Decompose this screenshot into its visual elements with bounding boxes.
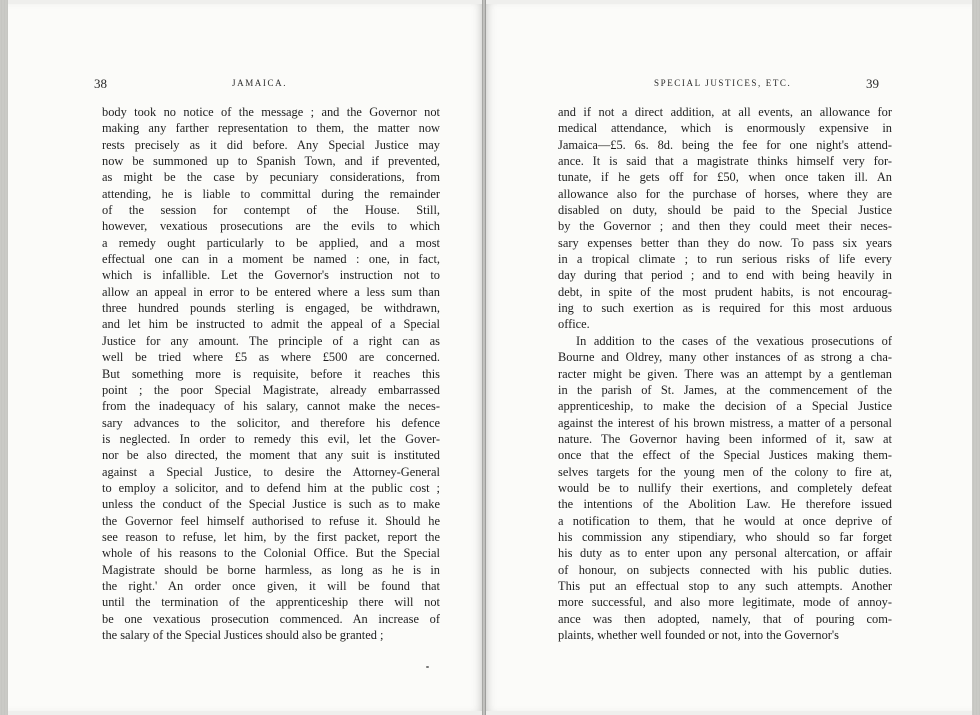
text-line: In addition to the cases of the vexatious prosecutions of xyxy=(576,333,892,348)
text-line: medical attendance, which is enormously expensive in xyxy=(558,121,892,136)
text-line: which is infallible. Let the Governor's instruction not to xyxy=(102,268,440,283)
text-line: of honour, on subjects connected with his public duties. xyxy=(558,562,892,577)
text-line: to employ a solicitor, and to defend him at the public cost ; xyxy=(102,480,440,495)
right-running-title: SPECIAL JUSTICES, ETC. xyxy=(654,78,792,88)
text-line: Bourne and Oldrey, many other instances of as strong a cha- xyxy=(558,350,892,365)
text-line: This put an effectual stop to any such attempts. Another xyxy=(558,578,892,593)
text-line: ing to such exertion as is required for this most arduous xyxy=(558,301,892,316)
text-line: once that the effect of the Special Justices making them- xyxy=(558,448,892,463)
text-line: the intentions of the Abolition Law. He therefore issued xyxy=(558,497,892,512)
text-line: unless the conduct of the Special Justice is such as to make xyxy=(102,497,440,512)
left-page xyxy=(8,4,482,711)
text-line: the salary of the Special Justices should also be granted ; xyxy=(102,628,384,642)
text-line: would be to nullify their exertions, and completely defeat xyxy=(558,480,892,495)
text-line: sary expenses better than they do now. To pass six years xyxy=(558,235,892,250)
left-page-body xyxy=(102,104,440,643)
text-line: making any farther representation to them, the matter now xyxy=(102,121,440,136)
text-line: allowance also for the purchase of horses, where they are xyxy=(558,186,892,201)
text-line: attending, he is liable to committal during the remainder xyxy=(102,186,440,201)
text-line: more successful, and also more legitimate, mode of annoy- xyxy=(558,595,892,610)
text-line: Magistrate should be borne harmless, as long as he is in xyxy=(102,562,440,577)
print-speck xyxy=(426,666,429,668)
text-line: and let him be instructed to admit the appeal of a Special xyxy=(102,317,440,332)
right-page-number: 39 xyxy=(866,76,879,91)
text-line: ance was then adopted, namely, that of pouring com- xyxy=(558,611,892,626)
text-line: a notification to them, that he would at once deprive of xyxy=(558,513,892,528)
text-line: his duty as to enter upon any personal altercation, or affair xyxy=(558,546,892,561)
text-line: however, vexatious prosecutions are the evils to which xyxy=(102,219,440,234)
text-line: of the session for contempt of the House. Still, xyxy=(102,203,440,218)
text-line: racter might be given. There was an attempt by a gentleman xyxy=(558,366,892,381)
left-page-number: 38 xyxy=(94,76,107,91)
text-line: is neglected. In order to remedy this evil, let the Gover- xyxy=(102,431,440,446)
text-line: But something more is requisite, before it reaches this xyxy=(102,366,440,381)
text-line: from the inadequacy of his salary, cannot make the neces- xyxy=(102,399,440,414)
text-line: effectual one can in a moment be named : one, in fact, xyxy=(102,252,440,267)
text-line: in a tropical climate ; to run serious risks of life every xyxy=(558,252,892,267)
text-line: Jamaica—£5. 6s. 8d. being the fee for one night's attend- xyxy=(558,137,892,152)
left-running-title: JAMAICA. xyxy=(232,78,288,88)
right-page-body xyxy=(558,104,892,643)
text-line: apprenticeship, to make the decision of a Special Justice xyxy=(558,399,892,414)
text-line: body took no notice of the message ; and the Governor not xyxy=(102,105,440,119)
text-line: be one vexatious prosecution commenced. An increase of xyxy=(102,611,440,626)
text-line: plaints, whether well founded or not, into the Governor's xyxy=(558,628,839,642)
text-line: nature. The Governor having been informed of it, saw at xyxy=(558,431,892,446)
text-line: see reason to refuse, let him, by the first packet, report the xyxy=(102,529,440,544)
text-line: selves targets for the young men of the colony to fire at, xyxy=(558,464,892,479)
text-line: day during that period ; and to end with being heavily in xyxy=(558,268,892,283)
text-line: debt, in spite of the most prudent habits, is not encourag- xyxy=(558,284,892,299)
text-line: as might be the case by pecuniary considerations, from xyxy=(102,170,440,185)
text-line: nor be also directed, the moment that any suit is instituted xyxy=(102,448,440,463)
text-line: against a Special Justice, to desire the Attorney-General xyxy=(102,464,440,479)
text-line: in the parish of St. James, at the commencement of the xyxy=(558,382,892,397)
text-line: by the Governor ; and then they could meet their neces- xyxy=(558,219,892,234)
text-line: tunate, if he gets off for £50, when once taken ill. An xyxy=(558,170,892,185)
text-line: his commission any stipendiary, who should so far forget xyxy=(558,529,892,544)
text-line: disabled on duty, should be paid to the Special Justice xyxy=(558,203,892,218)
text-line: rests precisely as it did before. Any Special Justice may xyxy=(102,137,440,152)
text-line: point ; the poor Special Magistrate, already embarrassed xyxy=(102,382,440,397)
text-line: and if not a direct addition, at all events, an allowance for xyxy=(558,105,892,119)
text-line: a remedy ought particularly to be applied, and a most xyxy=(102,235,440,250)
right-page xyxy=(486,4,972,711)
text-line: now be summoned up to Spanish Town, and if prevented, xyxy=(102,154,440,169)
right-page-edges xyxy=(972,0,980,715)
text-line: against the interest of his brown mistress, a matter of a personal xyxy=(558,415,892,430)
text-line: three hundred pounds sterling is engaged, be withdrawn, xyxy=(102,301,440,316)
text-line: ance. It is said that a magistrate thinks himself very for- xyxy=(558,154,892,169)
left-running-head xyxy=(8,76,482,92)
text-line: office. xyxy=(558,317,590,332)
left-page-edges xyxy=(0,0,8,715)
text-line: whole of his reasons to the Colonial Office. But the Special xyxy=(102,546,440,561)
text-line: until the termination of the apprenticeship there will not xyxy=(102,595,440,610)
text-line: well be tried where £5 as where £500 are concerned. xyxy=(102,350,440,365)
text-line: the right.' An order once given, it will be found that xyxy=(102,578,440,593)
text-line: sary advances to the solicitor, and therefore his defence xyxy=(102,415,440,430)
text-line: the Governor feel himself authorised to refuse it. Should he xyxy=(102,513,440,528)
right-running-head xyxy=(486,76,972,92)
text-line: allow an appeal in error to be entered where a less sum than xyxy=(102,284,440,299)
text-line: Justice for any amount. The principle of a right can as xyxy=(102,333,440,348)
